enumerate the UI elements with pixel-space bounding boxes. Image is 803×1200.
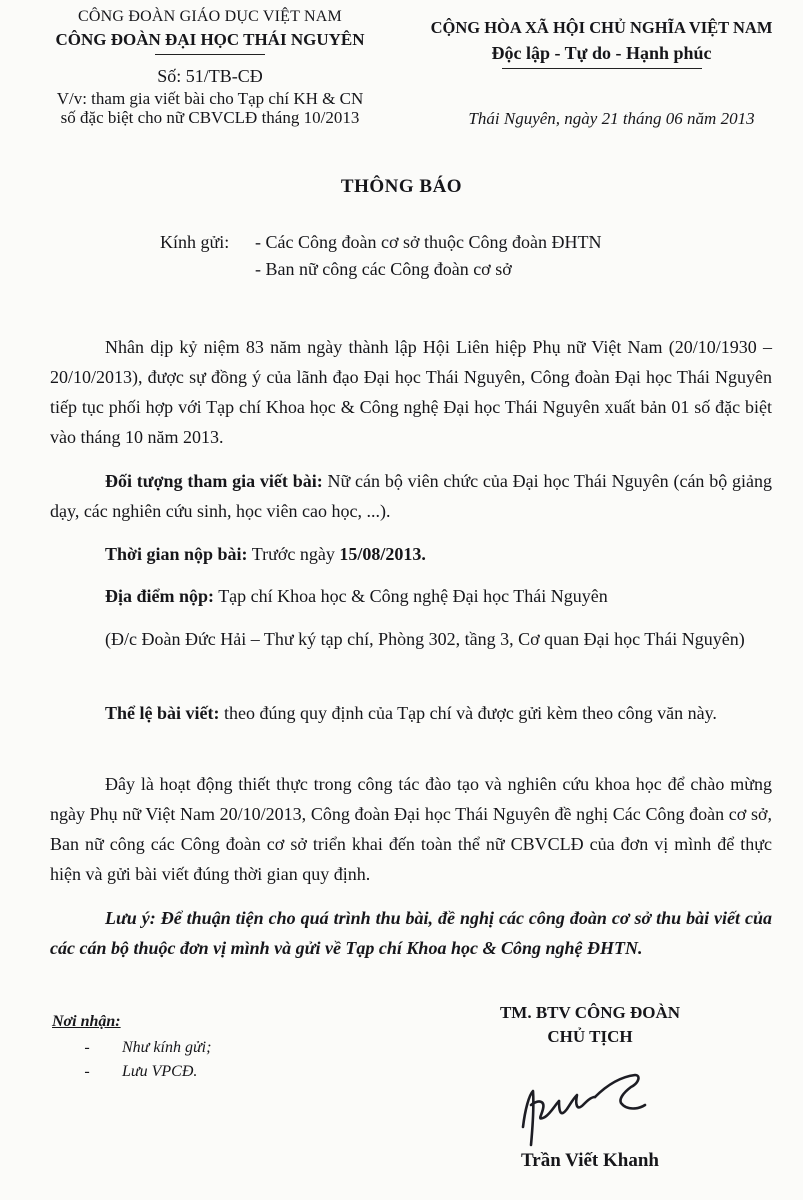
closing-paragraph: Đây là hoạt động thiết thực trong công tác đào tạo và nghiên cứu khoa học để chào mừng ngày Phụ nữ Việt Nam 20/10/2013, Công đoàn Đại học Thái Nguyên đề nghị Các Công đoàn cơ sở, Ban nữ công các Công đoàn cơ sở triển khai đến toàn thể nữ CBVCLĐ của đơn vị mình để thực hiện và gửi bài viết đúng thời gian quy định.: [50, 774, 772, 884]
country-name: CỘNG HÒA XÃ HỘI CHỦ NGHĨA VIỆT NAM: [430, 18, 773, 37]
issuer-underline: [155, 54, 265, 55]
distribution-item: - Lưu VPCĐ.: [84, 1063, 198, 1080]
deadline-paragraph: [50, 539, 772, 569]
document-title: THÔNG BÁO: [340, 176, 463, 197]
deadline-date: 15/08/2013.: [339, 544, 426, 564]
subject-line-1: V/v: tham gia viết bài cho Tạp chí KH & CN: [56, 89, 364, 108]
motto-underline: [502, 68, 702, 69]
recipient-item: - Ban nữ công các Công đoàn cơ sở: [255, 259, 512, 279]
signer-organization: TM. BTV CÔNG ĐOÀN: [499, 1003, 681, 1022]
issuer-parent-org: CÔNG ĐOÀN GIÁO DỤC VIỆT NAM: [78, 8, 342, 25]
national-header: [400, 16, 803, 129]
rules-text: theo đúng quy định của Tạp chí và được gửi kèm theo công văn này.: [219, 703, 717, 723]
audience-paragraph: [50, 466, 772, 526]
address-paragraph: (Đ/c Đoàn Đức Hải – Thư ký tạp chí, Phòng 302, tầng 3, Cơ quan Đại học Thái Nguyên): [105, 629, 745, 649]
place-paragraph: [50, 581, 772, 611]
issuer-org: CÔNG ĐOÀN ĐẠI HỌC THÁI NGUYÊN: [55, 30, 365, 49]
audience-text: Nữ cán bộ viên chức của Đại học Thái Nguyên (cán bộ giảng dạy, các nghiên cứu sinh, học viên cao học, ...).: [50, 471, 773, 521]
subject-line-2: số đặc biệt cho nữ CBVCLĐ tháng 10/2013: [60, 108, 360, 127]
distribution-item: - Như kính gửi;: [84, 1039, 212, 1056]
rules-label: Thể lệ bài viết:: [105, 703, 220, 723]
deadline-text: Trước ngày: [247, 544, 340, 564]
rules-paragraph: [50, 698, 772, 728]
recipients-label: Kính gửi:: [160, 232, 230, 252]
deadline-label: Thời gian nộp bài:: [105, 544, 248, 564]
distribution-block: [52, 1010, 211, 1084]
handwritten-signature: [515, 1065, 655, 1155]
note-label: Lưu ý:: [105, 908, 156, 928]
intro-paragraph: Nhân dịp kỷ niệm 83 năm ngày thành lập Hội Liên hiệp Phụ nữ Việt Nam (20/10/1930 – 20/10/2013), được sự đồng ý của lãnh đạo Đại học Thái Nguyên, Công đoàn Đại học Thái Nguyên tiếp tục phối hợp với Tạp chí Khoa học & Công nghệ Đại học Thái Nguyên xuất bản 01 số đặc biệt vào tháng 10 năm 2013.: [50, 337, 772, 447]
note-paragraph: [50, 903, 772, 963]
distribution-label: Nơi nhận:: [52, 1013, 121, 1030]
place-label: Địa điểm nộp:: [105, 586, 215, 606]
recipient-item: - Các Công đoàn cơ sở thuộc Công đoàn ĐHTN: [255, 232, 602, 252]
recipients-block: [160, 229, 601, 283]
issue-date: Thái Nguyên, ngày 21 tháng 06 năm 2013: [468, 109, 755, 128]
signer-position: CHỦ TỊCH: [547, 1027, 633, 1046]
audience-label: Đối tượng tham gia viết bài:: [105, 471, 323, 491]
note-text: Để thuận tiện cho quá trình thu bài, đề nghị các công đoàn cơ sở thu bài viết của các cán bộ thuộc đơn vị mình và gửi về Tạp chí Khoa học & Công nghệ ĐHTN.: [50, 908, 773, 958]
signer-name: Trần Viết Khanh: [521, 1150, 659, 1171]
document-number: Số: 51/TB-CĐ: [157, 66, 263, 86]
issuer-block: [0, 6, 420, 127]
signature-block: [440, 1001, 740, 1049]
place-text: Tạp chí Khoa học & Công nghệ Đại học Thái Nguyên: [214, 586, 608, 606]
motto: Độc lập - Tự do - Hạnh phúc: [491, 43, 712, 63]
